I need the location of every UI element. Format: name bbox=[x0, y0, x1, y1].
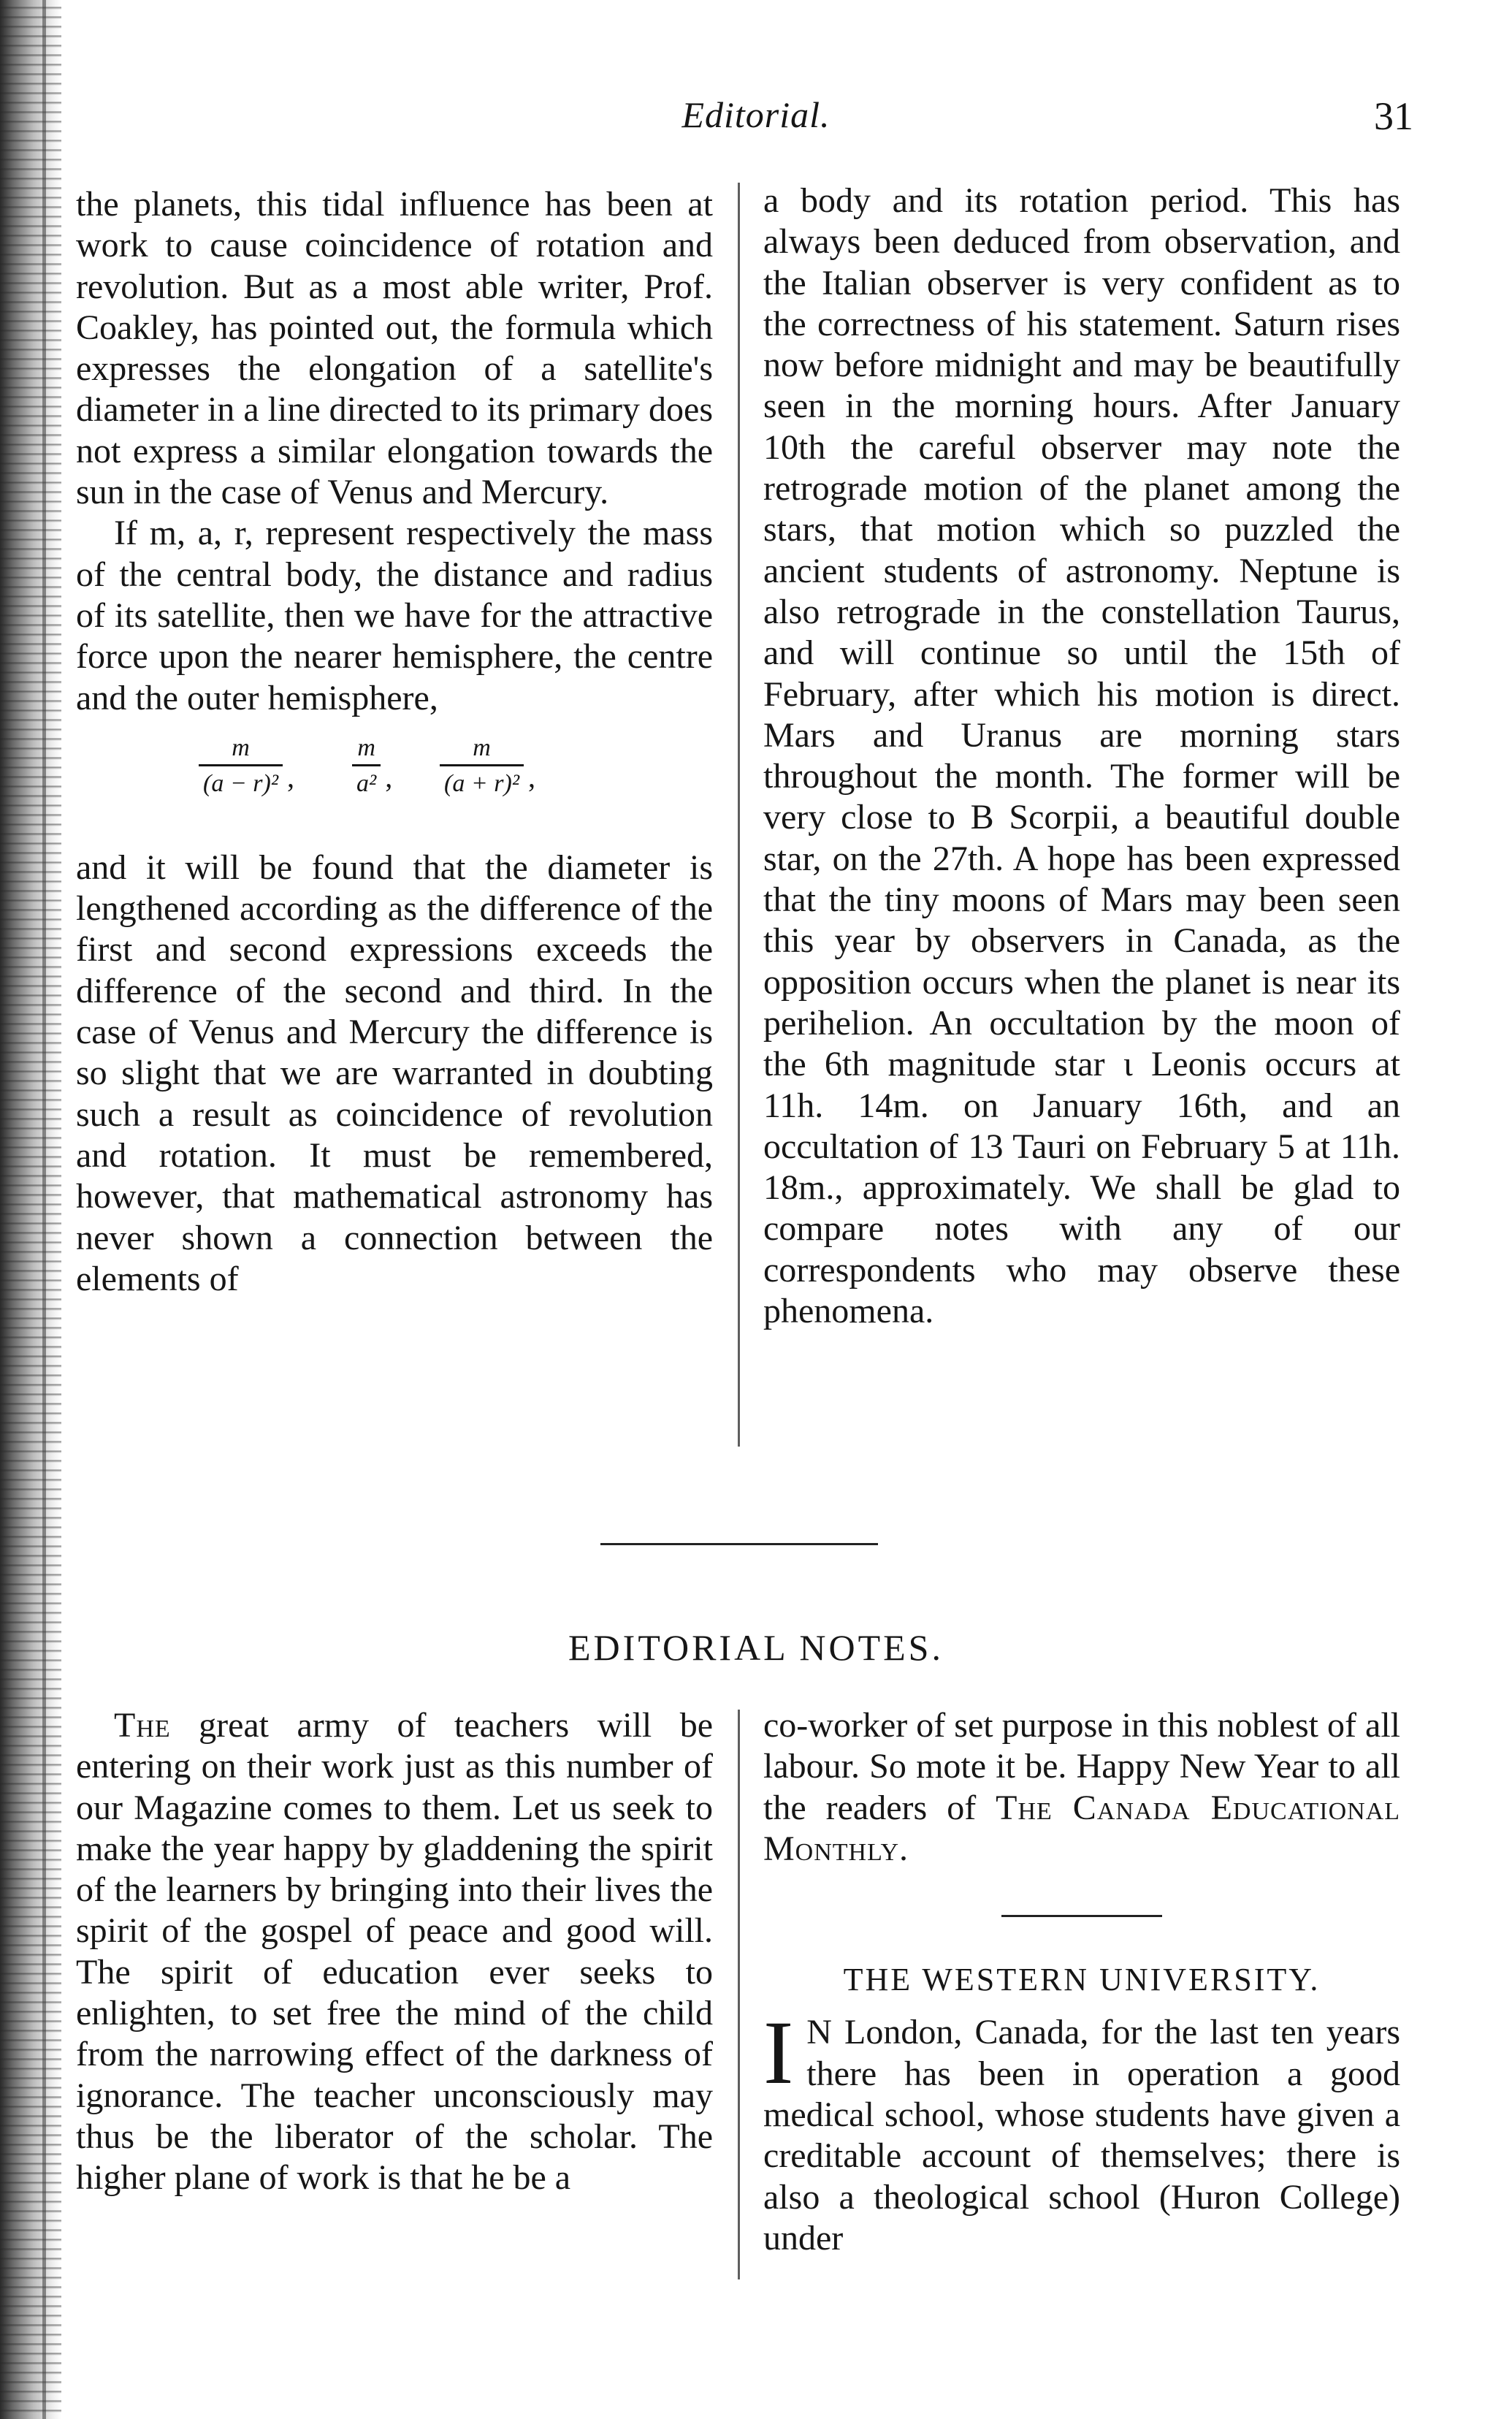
section-rule bbox=[600, 1543, 878, 1545]
paragraph bbox=[76, 1705, 713, 2199]
fraction-nearer: m (a − r)² , bbox=[199, 732, 283, 800]
fraction-centre: m a² , bbox=[352, 732, 381, 800]
force-formula bbox=[199, 732, 637, 828]
drop-cap: I bbox=[763, 2003, 794, 2103]
notes-column-left bbox=[76, 1705, 713, 2199]
lead-word: The bbox=[114, 1706, 171, 1745]
fraction-denominator: a² bbox=[356, 769, 377, 797]
paragraph: a body and its rotation period. This has always been deduced from observation, and the Italian observer is very confident as to the correctness of his statement. Saturn rises now before midnight and may be beautifully seen in the morning hours. After January 10th the careful observer may note the retrograde motion of the planet among the stars, that motion which so puzzled the ancient students of astronomy. Neptune is also retrograde in the constellation Taurus, and will continue so until the 15th of February, after which his motion is direct. Mars and Uranus are morning stars throughout the month. The former will be very close to B Scorpii, a beautiful double star, on the 27th. A hope has been expressed that the tiny moons of Mars may been seen this year by observers in Canada, as the opposition occurs when the planet is near its perihelion. An occultation by the moon of the 6th magnitude star ι Leonis occurs at 11h. 14m. on January 16th, and an occultation of 13 Tauri on February 5 at 11h. 18m., approximately. We shall be glad to compare notes with any of our correspondents who may observe these phenomena. bbox=[763, 181, 1400, 1331]
page-number: 31 bbox=[1374, 94, 1413, 138]
running-title: Editorial. bbox=[681, 94, 831, 135]
paragraph-text: great army of teachers will be entering on their work just as this number of our Magazine comes to them. Let us seek to make the year happy by gladdening the spirit of the learners by bringing into their lives the spirit of the gospel of peace and good will. The spirit of education ever seeks to enlighten, to set free the mind of the child from the narrowing effect of the darkness of ignorance. The teacher unconsciously may thus be the liberator of the scholar. The higher plane of work is that he be a bbox=[76, 1706, 713, 2198]
paragraph: the planets, this tidal influence has been at work to cause coincidence of rotation and revolution. But as a most able writer, Prof. Coakley, has pointed out, the formula which expresses the elongation of a satellite's diameter in a line directed to its primary does not express a similar elongation towards the sun in the case of Venus and Mercury. bbox=[76, 185, 713, 512]
column-divider bbox=[738, 1710, 740, 2279]
fraction-numerator: m bbox=[199, 732, 283, 766]
fraction-denominator: (a − r)² bbox=[203, 769, 279, 797]
binding-shadow bbox=[42, 0, 46, 2419]
paragraph: and it will be found that the diameter is lengthened according as the difference of the first and second expressions exceeds the difference of the second and third. In the case of Venus and Mercury the difference is so slight that we are warranted in doubting such a result as coincidence of revolution and rotation. It must be remembered, however, that mathematical astronomy has never shown a connection between the elements of bbox=[76, 847, 713, 1298]
article-column-left bbox=[76, 184, 713, 1300]
paragraph: If m, a, r, represent respectively the mass of the central body, the distance and radius of its satellite, then we have for the attractive force upon the nearer hemisphere, the centre and the outer hemisphere, bbox=[76, 514, 713, 717]
paragraph bbox=[763, 2003, 1400, 2259]
notes-column-right bbox=[763, 1705, 1400, 2259]
article-column-right bbox=[763, 180, 1400, 1332]
fraction-denominator: (a + r)² bbox=[444, 769, 520, 797]
paragraph-end: . bbox=[899, 1829, 909, 1868]
paragraph bbox=[763, 1705, 1400, 1870]
book-binding-edge bbox=[0, 0, 61, 2419]
magazine-title: The Canada Educational Monthly bbox=[763, 1788, 1400, 1868]
short-rule bbox=[1001, 1915, 1162, 1917]
sub-heading: THE WESTERN UNIVERSITY. bbox=[843, 1962, 1321, 1998]
paragraph-text: co-worker of set purpose in this noblest of all labour. So mote it be. Happy New Year to all the readers of bbox=[763, 1706, 1400, 1827]
paragraph-text: N London, Canada, for the last ten years there has been in operation a good medical school, whose students have given a creditable account of themselves; there is also a theological school (Huron College) under bbox=[763, 2013, 1400, 2258]
fraction-numerator: m bbox=[352, 732, 381, 766]
column-divider bbox=[738, 183, 740, 1447]
fraction-numerator: m bbox=[440, 732, 524, 766]
section-heading: EDITORIAL NOTES. bbox=[568, 1627, 944, 1668]
fraction-outer: m (a + r)² , bbox=[440, 732, 524, 800]
